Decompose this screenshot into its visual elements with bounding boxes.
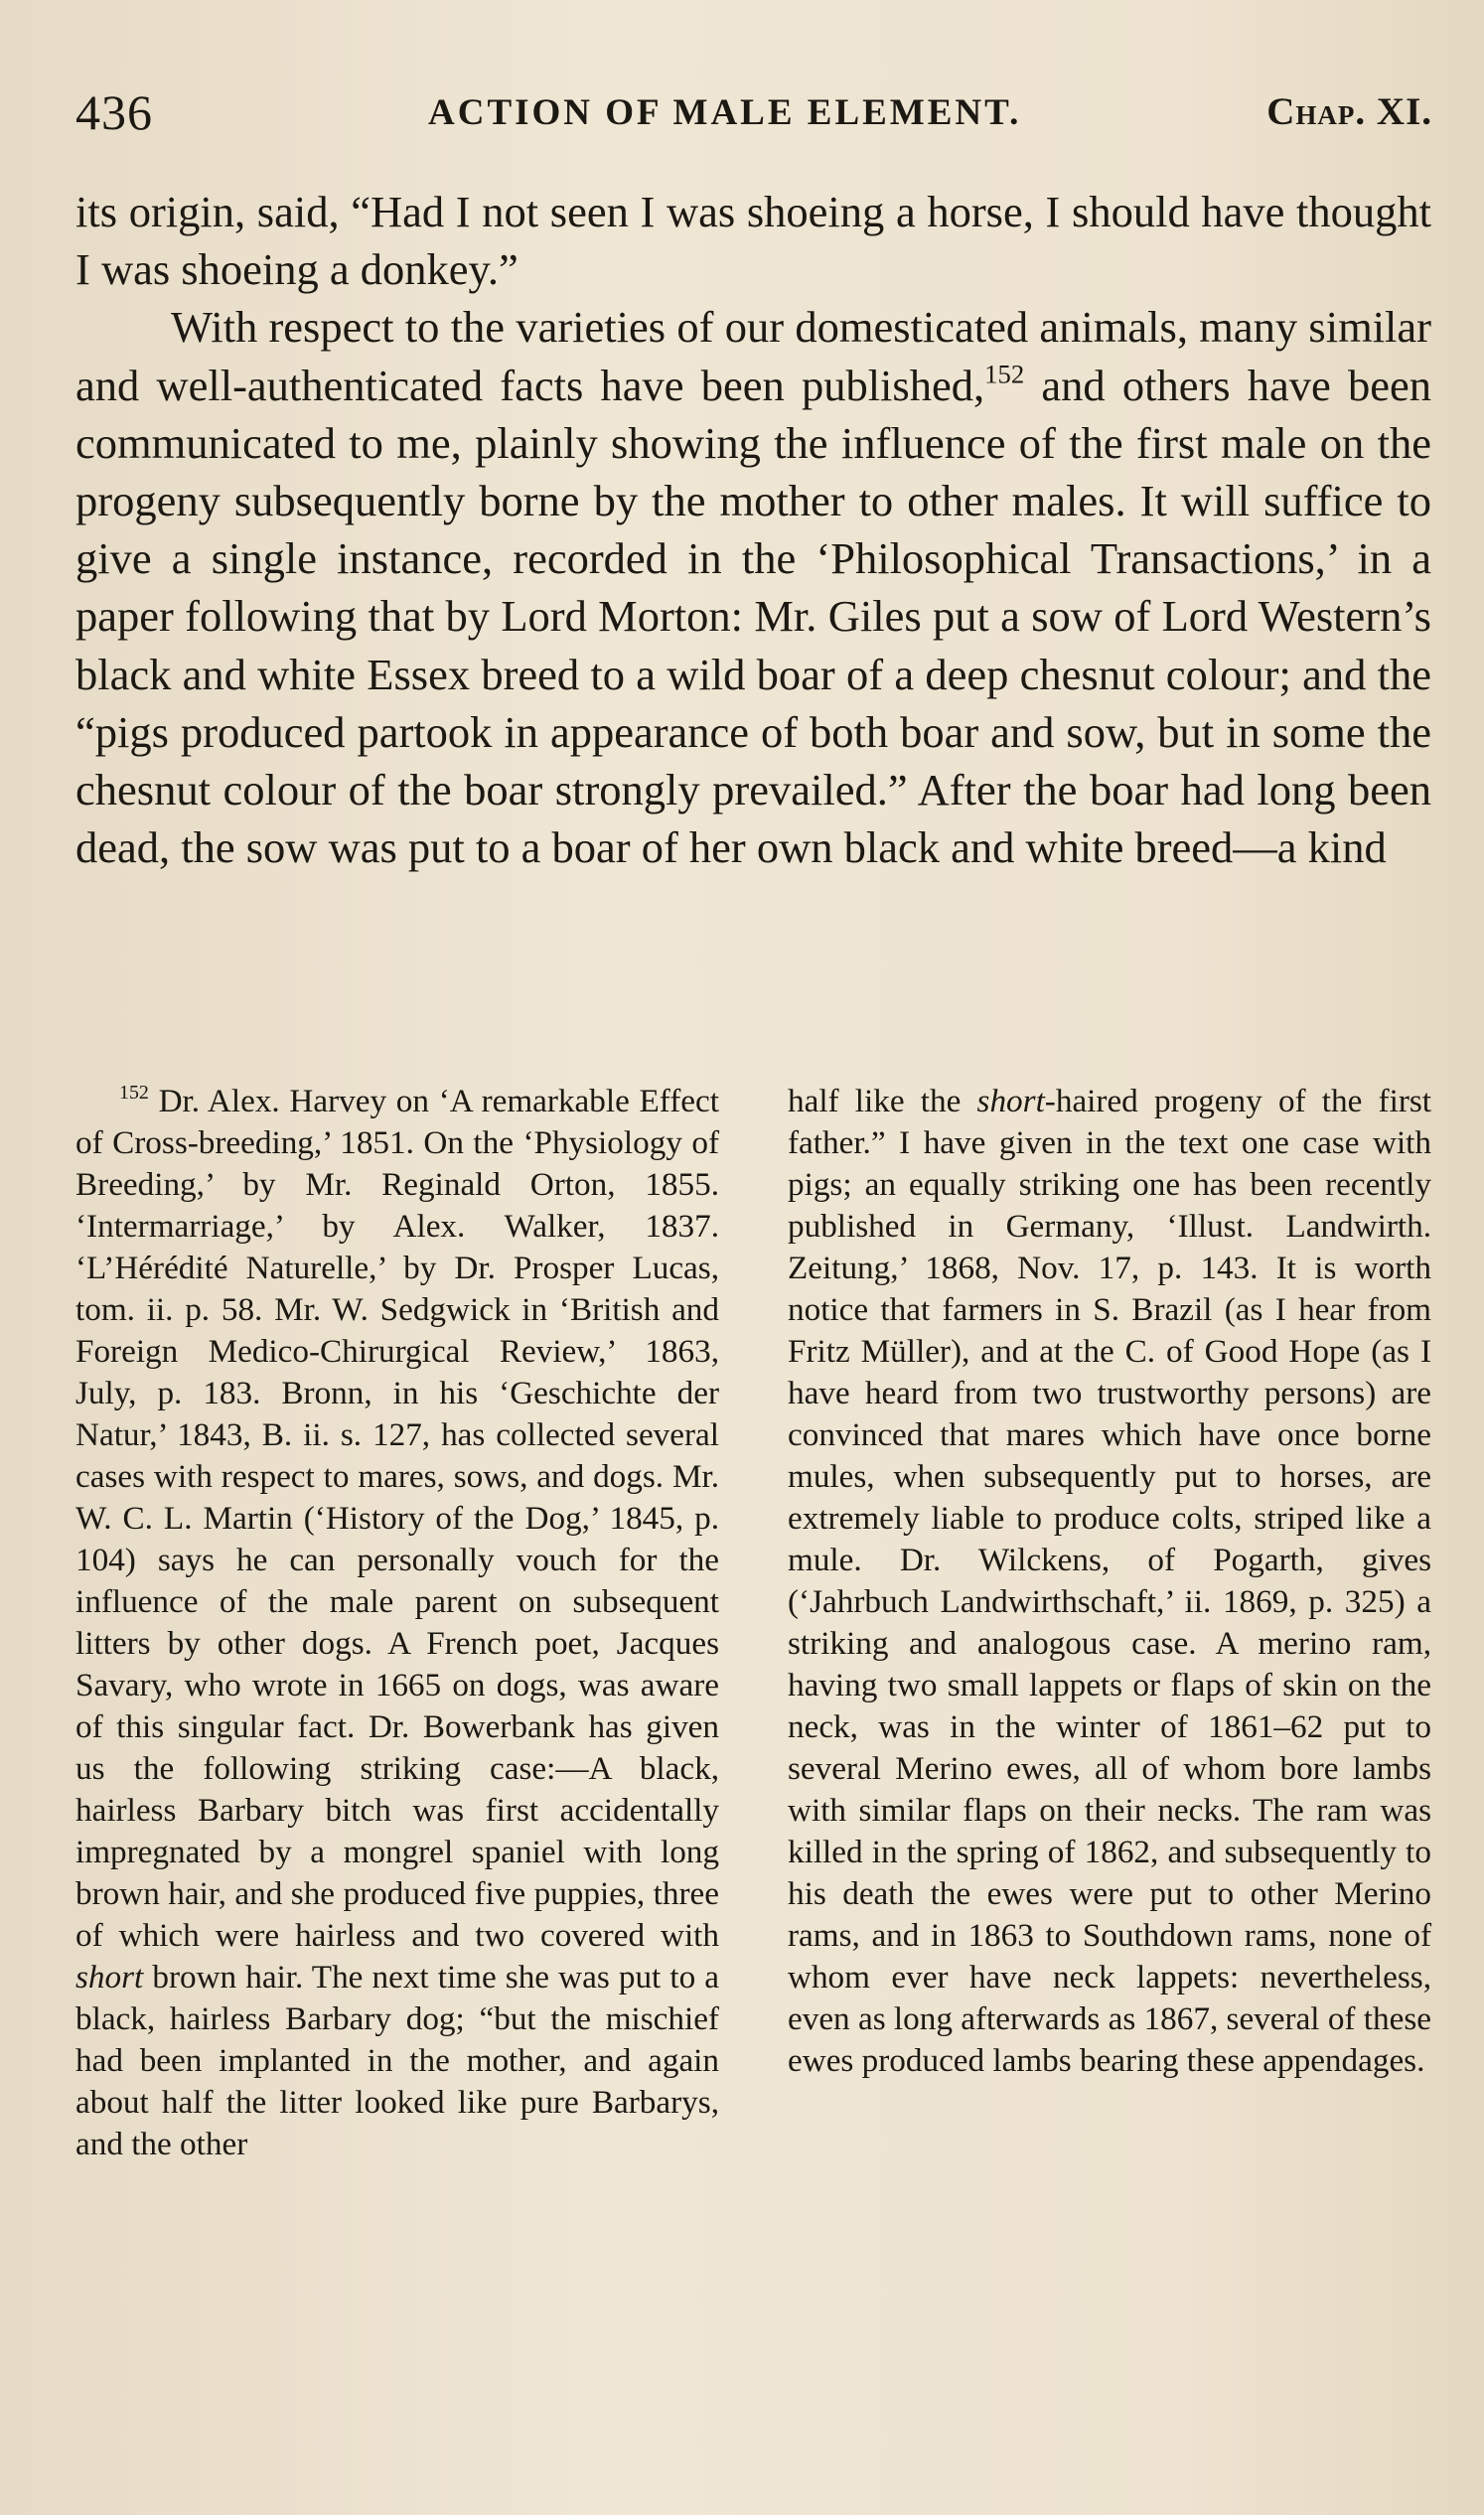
page-number: 436	[75, 84, 153, 140]
footnote-left-text	[75, 1081, 719, 2165]
running-title: ACTION OF MALE ELEMENT.	[428, 92, 1022, 133]
footnote-left-part-b: brown hair. The next time she was put to a black, hairless Barbary dog; “but the mischief had been implanted in the mother, and again about half the litter looked like pure Barbarys, and the other	[75, 1959, 719, 2162]
footnote-column-left	[75, 1081, 719, 2165]
footnote-area	[75, 1081, 1431, 2165]
chapter-label: Chap. XI.	[1266, 90, 1432, 133]
paragraph-1: its origin, said, “Had I not seen I was shoeing a horse, I should have thought I was shoeing a donkey.”	[75, 187, 1431, 295]
footnote-right-part-a: half like the	[788, 1083, 977, 1119]
paragraph-2	[75, 298, 1431, 876]
footnote-reference[interactable]: 152	[984, 359, 1025, 389]
footnote-left-part-a: Dr. Alex. Harvey on ‘A remarkable Effect of Cross-breeding,’ 1851. On the ‘Physiology of Breeding,’ by Mr. Reginald Orton, 1855. ‘Intermarriage,’ by Alex. Walker, 1837. ‘L’Hérédité Naturelle,’ by Dr. Prosper Lucas, tom. ii. p. 58. Mr. W. Sedgwick in ‘British and Foreign Medico-Chirurgical Review,’ 1863, July, p. 183. Bronn, in his ‘Geschichte der Natur,’ 1843, B. ii. s. 127, has collected several cases with respect to mares, sows, and dogs. Mr. W. C. L. Martin (‘History of the Dog,’ 1845, p. 104) says he can personally vouch for the influence of the male parent on subsequent litters by other dogs. A French poet, Jacques Savary, who wrote in 1665 on dogs, was aware of this singular fact. Dr. Bowerbank has given us the following striking case:—A black, hairless Barbary bitch was first accidentally impregnated by a mongrel spaniel with long brown hair, and she produced five puppies, three of which were hairless and two covered with	[75, 1083, 719, 1954]
footnote-right-italic: short	[976, 1083, 1045, 1119]
footnote-right-part-b: -haired progeny of the first father.” I have given in the text one case with pigs; an equally striking one has been recently published in Germany, ‘Illust. Landwirth. Zeitung,’ 1868, Nov. 17, p. 143. It is worth notice that farmers in S. Brazil (as I hear from Fritz Müller), and at the C. of Good Hope (as I have heard from two trustworthy persons) are convinced that mares which have once borne mules, when subsequently put to horses, are extremely liable to produce colts, striped like a mule. Dr. Wilckens, of Pogarth, gives (‘Jahrbuch Landwirthschaft,’ ii. 1869, p. 325) a striking and analogous case. A merino ram, having two small lappets or flaps of skin on the neck, was in the winter of 1861–62 put to several Merino ewes, all of whom bore lambs with similar flaps on their necks. The ram was killed in the spring of 1862, and subsequently to his death the ewes were put to other Merino rams, and in 1863 to Southdown rams, none of whom ever have neck lappets: nevertheless, even as long afterwards as 1867, several of these ewes produced lambs bearing these appendages.	[788, 1083, 1432, 2079]
footnote-left-italic: short	[75, 1959, 144, 1996]
footnote-marker: 152	[119, 1082, 149, 1105]
paragraph-2-start: With respect to the varieties of our domesticated animals, many similar and well-authenticated facts have been published,	[75, 302, 1431, 410]
page-header	[75, 83, 1436, 143]
paragraph-2-rest: and others have been communicated to me, plainly showing the influence of the first male on the progeny subsequently borne by the mother to other males. It will suffice to give a single instance, recorded in the ‘Philosophical Transactions,’ in a paper following that by Lord Morton: Mr. Giles put a sow of Lord Western’s black and white Essex breed to a wild boar of a deep chesnut colour; and the “pigs produced partook in appearance of both boar and sow, but in some the chesnut colour of the boar strongly prevailed.” After the boar had long been dead, the sow was put to a boar of her own black and white breed—a kind	[75, 360, 1431, 873]
footnote-column-right	[788, 1081, 1431, 2165]
footnote-right-text	[788, 1081, 1431, 2082]
main-text	[75, 183, 1431, 876]
